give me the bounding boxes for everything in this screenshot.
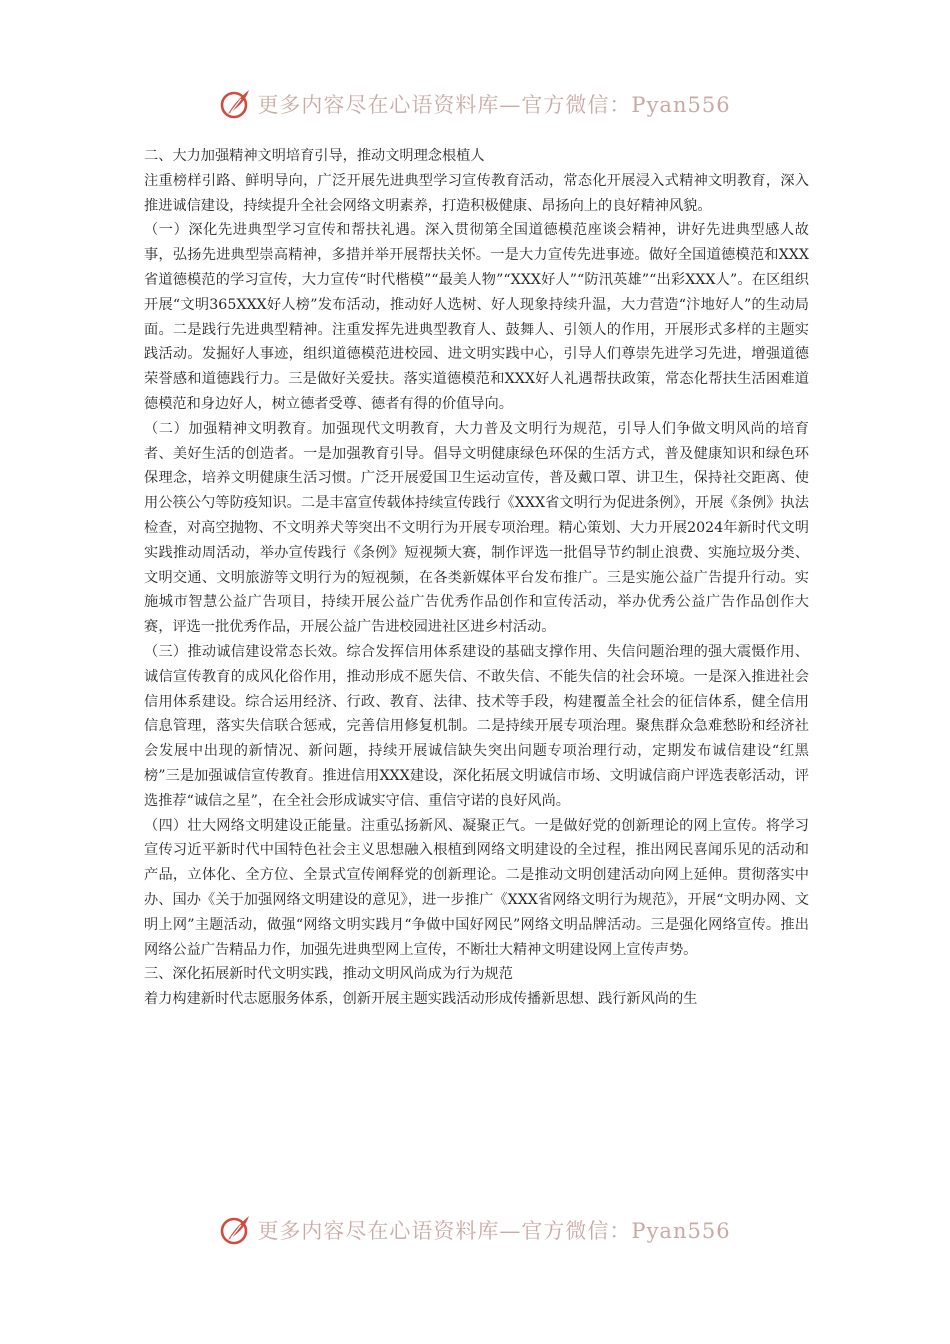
header-watermark-banner <box>0 82 950 126</box>
watermark-text: 更多内容尽在心语资料库—官方微信：Pyan556 <box>257 93 731 117</box>
section-2-intro: 注重榜样引路、鲜明导向，广泛开展先进典型学习宣传教育活动，常态化开展浸入式精神文明教育，深入推进诚信建设，持续提升全社会网络文明素养，打造积极健康、昂扬向上的良好精神风貌。 <box>144 172 809 214</box>
footer-watermark-banner <box>0 1208 950 1252</box>
quill-logo-icon <box>219 87 253 121</box>
document-body <box>144 144 809 1012</box>
section-heading-2: 二、大力加强精神文明培育引导，推动文明理念根植人 <box>144 148 485 164</box>
subsection-4: （四）壮大网络文明建设正能量。注重弘扬新风、凝聚正气。一是做好党的创新理论的网上宣传。将学习宣传习近平新时代中国特色社会主义思想融入根植到网络文明建设的全过程，推出网民喜闻乐见的活动和产品，立体化、全方位、全景式宣传阐释党的创新理论。二是推动文明创建活动向网上延伸。贯彻落实中办、国办《关于加强网络文明建设的意见》，进一步推广《XXX省网络文明行为规范》，开展“文明办网、文明上网”主题活动，做强“网络文明实践月“争做中国好网民”网络文明品牌活动。三是强化网络宣传。推出网络公益广告精品力作，加强先进典型网上宣传，不断壮大精神文明建设网上宣传声势。 <box>144 817 809 958</box>
section-heading-3: 三、深化拓展新时代文明实践，推动文明风尚成为行为规范 <box>144 966 513 983</box>
subsection-3: （三）推动诚信建设常态长效。综合发挥信用体系建设的基础支撑作用、失信问题治理的强大震慑作用、诚信宣传教育的成风化俗作用，推动形成不愿失信、不敢失信、不能失信的社会环境。一是深入推进社会信用体系建设。综合运用经济、行政、教育、法律、技术等手段，构建覆盖全社会的征信体系，健全信用信息管理，落实失信联合惩戒，完善信用修复机制。二是持续开展专项治理。聚焦群众急难愁盼和经济社会发展中出现的新情况、新问题，持续开展诚信缺失突出问题专项治理行动，定期发布诚信建设“红黑榜”三是加强诚信宣传教育。推进信用XXX建设，深化拓展文明诚信市场、文明诚信商户评选表彰活动，评选推荐“诚信之星”，在全社会形成诚实守信、重信守诺的良好风尚。 <box>144 643 809 809</box>
subsection-2: （二）加强精神文明教育。加强现代文明教育，大力普及文明行为规范，引导人们争做文明风尚的培育者、美好生活的创造者。一是加强教育引导。倡导文明健康绿色环保的生活方式，普及健康知识和绿色环保理念，培养文明健康生活习惯。广泛开展爱国卫生运动宣传，普及戴口罩、讲卫生，保持社交距离、使用公筷公勺等防疫知识。二是丰富宣传载体持续宣传践行《XXX省文明行为促进条例》，开展《条例》执法检查，对高空抛物、不文明养犬等突出不文明行为开展专项治理。精心策划、大力开展2024年新时代文明实践推动周活动，举办宣传践行《条例》短视频大赛，制作评选一批倡导节约制止浪费、实施垃圾分类、文明交通、文明旅游等文明行为的短视频，在各类新媒体平台发布推广。三是实施公益广告提升行动。实施城市智慧公益广告项目，持续开展公益广告优秀作品创作和宣传活动，举办优秀公益广告作品创作大赛，评选一批优秀作品，开展公益广告进校园进社区进乡村活动。 <box>144 420 809 636</box>
section-3-intro: 着力构建新时代志愿服务体系，创新开展主题实践活动形成传播新思想、践行新风尚的生 <box>144 991 698 1008</box>
quill-logo-icon <box>219 1213 253 1247</box>
watermark-text: 更多内容尽在心语资料库—官方微信：Pyan556 <box>257 1219 731 1243</box>
subsection-1: （一）深化先进典型学习宣传和帮扶礼遇。深入贯彻第全国道德模范座谈会精神，讲好先进典型感人故事，弘扬先进典型崇高精神，多措并举开展帮扶关怀。一是大力宣传先进事迹。做好全国道德模范和XXX省道德模范的学习宣传，大力宣传“时代楷模”“最美人物”“XXX好人”“防汛英雄”“出彩XXX人”。在区组织开展“文明365XXX好人榜”发布活动，推动好人选树、好人现象持续升温，大力营造“汴地好人”的生动局面。二是践行先进典型精神。注重发挥先进典型教育人、鼓舞人、引领人的作用，开展形式多样的主题实践活动。发掘好人事迹，组织道德模范进校园、进文明实践中心，引导人们尊崇先进学习先进，增强道德荣誉感和道德践行力。三是做好关爱扶。落实道德模范和XXX好人礼遇帮扶政策，常态化帮扶生活困难道德模范和身边好人，树立德者受尊、德者有得的价值导向。 <box>144 222 809 412</box>
